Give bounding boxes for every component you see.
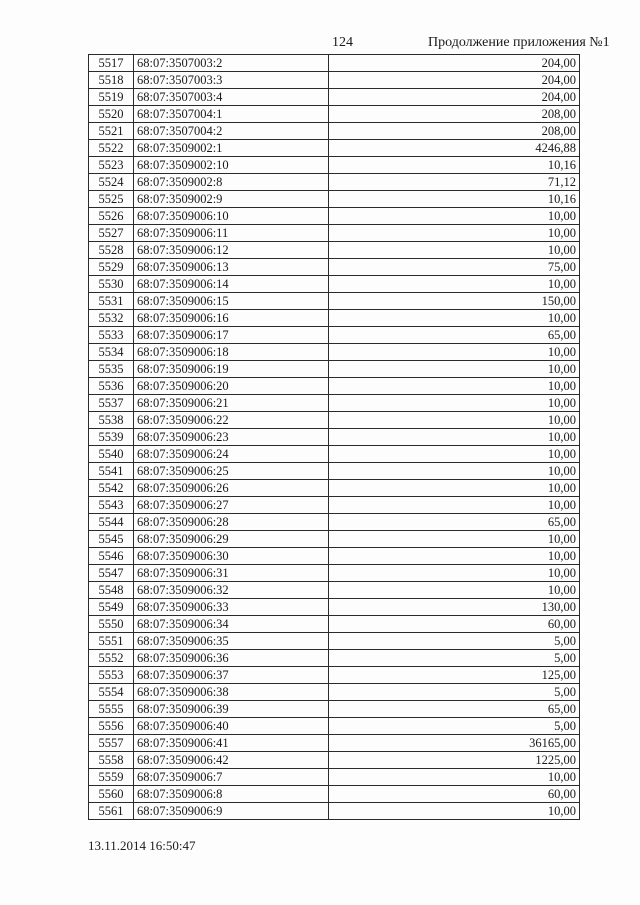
row-value: 125,00 [329, 667, 580, 684]
row-number: 5547 [89, 565, 134, 582]
row-value: 10,00 [329, 582, 580, 599]
cadastral-number: 68:07:3509002:10 [134, 157, 329, 174]
cadastral-number: 68:07:3507004:1 [134, 106, 329, 123]
registry-table [88, 54, 580, 820]
row-number: 5535 [89, 361, 134, 378]
footer-datetime: 13.11.2014 16:50:47 [88, 838, 196, 853]
row-number: 5517 [89, 55, 134, 72]
cadastral-number: 68:07:3509006:21 [134, 395, 329, 412]
cadastral-number: 68:07:3509006:12 [134, 242, 329, 259]
row-number: 5524 [89, 174, 134, 191]
row-number: 5548 [89, 582, 134, 599]
cadastral-number: 68:07:3509006:31 [134, 565, 329, 582]
row-number: 5523 [89, 157, 134, 174]
cadastral-number: 68:07:3509002:1 [134, 140, 329, 157]
row-value: 10,00 [329, 412, 580, 429]
table-row [89, 208, 580, 225]
table-row [89, 55, 580, 72]
table-row [89, 446, 580, 463]
table-row [89, 565, 580, 582]
row-value: 204,00 [329, 89, 580, 106]
cadastral-number: 68:07:3509006:39 [134, 701, 329, 718]
row-value: 130,00 [329, 599, 580, 616]
cadastral-number: 68:07:3507003:4 [134, 89, 329, 106]
row-value: 10,00 [329, 208, 580, 225]
row-value: 10,00 [329, 361, 580, 378]
row-number: 5532 [89, 310, 134, 327]
row-value: 10,00 [329, 276, 580, 293]
registry-table-body [89, 55, 580, 820]
row-number: 5525 [89, 191, 134, 208]
table-row [89, 769, 580, 786]
table-row [89, 361, 580, 378]
row-value: 10,00 [329, 803, 580, 820]
cadastral-number: 68:07:3509006:26 [134, 480, 329, 497]
table-row [89, 174, 580, 191]
row-number: 5557 [89, 735, 134, 752]
table-row [89, 752, 580, 769]
cadastral-number: 68:07:3509002:9 [134, 191, 329, 208]
table-row [89, 259, 580, 276]
table-row [89, 327, 580, 344]
row-number: 5555 [89, 701, 134, 718]
row-number: 5520 [89, 106, 134, 123]
table-row [89, 140, 580, 157]
table-row [89, 242, 580, 259]
table-row [89, 701, 580, 718]
row-number: 5519 [89, 89, 134, 106]
row-number: 5541 [89, 463, 134, 480]
cadastral-number: 68:07:3509006:36 [134, 650, 329, 667]
table-row [89, 684, 580, 701]
table-row [89, 225, 580, 242]
row-value: 71,12 [329, 174, 580, 191]
table-row [89, 276, 580, 293]
cadastral-number: 68:07:3509006:22 [134, 412, 329, 429]
cadastral-number: 68:07:3509006:37 [134, 667, 329, 684]
cadastral-number: 68:07:3509006:32 [134, 582, 329, 599]
row-value: 204,00 [329, 72, 580, 89]
cadastral-number: 68:07:3509006:24 [134, 446, 329, 463]
table-row [89, 310, 580, 327]
row-number: 5545 [89, 531, 134, 548]
cadastral-number: 68:07:3509006:20 [134, 378, 329, 395]
row-value: 10,00 [329, 310, 580, 327]
row-value: 10,00 [329, 429, 580, 446]
row-value: 10,16 [329, 191, 580, 208]
row-number: 5546 [89, 548, 134, 565]
table-row [89, 803, 580, 820]
table-row [89, 786, 580, 803]
page-number: 124 [332, 35, 353, 50]
row-value: 10,00 [329, 531, 580, 548]
table-row [89, 650, 580, 667]
row-value: 4246,88 [329, 140, 580, 157]
row-value: 5,00 [329, 684, 580, 701]
cadastral-number: 68:07:3509006:16 [134, 310, 329, 327]
row-value: 10,00 [329, 225, 580, 242]
cadastral-number: 68:07:3509006:42 [134, 752, 329, 769]
table-row [89, 191, 580, 208]
cadastral-number: 68:07:3509006:28 [134, 514, 329, 531]
cadastral-number: 68:07:3509006:34 [134, 616, 329, 633]
row-number: 5540 [89, 446, 134, 463]
cadastral-number: 68:07:3509006:8 [134, 786, 329, 803]
table-row [89, 599, 580, 616]
row-value: 5,00 [329, 633, 580, 650]
row-value: 208,00 [329, 123, 580, 140]
row-value: 60,00 [329, 616, 580, 633]
row-number: 5534 [89, 344, 134, 361]
table-row [89, 378, 580, 395]
table-row [89, 480, 580, 497]
row-number: 5530 [89, 276, 134, 293]
table-row [89, 548, 580, 565]
cadastral-number: 68:07:3509006:18 [134, 344, 329, 361]
row-value: 10,00 [329, 565, 580, 582]
table-row [89, 72, 580, 89]
cadastral-number: 68:07:3507003:2 [134, 55, 329, 72]
table-row [89, 412, 580, 429]
cadastral-number: 68:07:3509006:33 [134, 599, 329, 616]
cadastral-number: 68:07:3509006:35 [134, 633, 329, 650]
cadastral-number: 68:07:3509006:25 [134, 463, 329, 480]
table-row [89, 395, 580, 412]
row-value: 1225,00 [329, 752, 580, 769]
cadastral-number: 68:07:3509006:27 [134, 497, 329, 514]
cadastral-number: 68:07:3509006:30 [134, 548, 329, 565]
table-row [89, 718, 580, 735]
row-value: 65,00 [329, 514, 580, 531]
row-number: 5521 [89, 123, 134, 140]
row-value: 10,00 [329, 378, 580, 395]
cadastral-number: 68:07:3509006:10 [134, 208, 329, 225]
table-row [89, 157, 580, 174]
table-row [89, 667, 580, 684]
row-value: 36165,00 [329, 735, 580, 752]
row-value: 60,00 [329, 786, 580, 803]
table-row [89, 531, 580, 548]
cadastral-number: 68:07:3509006:17 [134, 327, 329, 344]
row-number: 5558 [89, 752, 134, 769]
cadastral-number: 68:07:3507004:2 [134, 123, 329, 140]
row-value: 208,00 [329, 106, 580, 123]
row-number: 5528 [89, 242, 134, 259]
table-row [89, 582, 580, 599]
cadastral-number: 68:07:3509006:11 [134, 225, 329, 242]
cadastral-number: 68:07:3509006:40 [134, 718, 329, 735]
row-number: 5553 [89, 667, 134, 684]
row-value: 10,00 [329, 769, 580, 786]
row-number: 5559 [89, 769, 134, 786]
row-number: 5542 [89, 480, 134, 497]
row-value: 10,00 [329, 446, 580, 463]
row-number: 5556 [89, 718, 134, 735]
row-value: 65,00 [329, 327, 580, 344]
row-number: 5536 [89, 378, 134, 395]
row-value: 204,00 [329, 55, 580, 72]
cadastral-number: 68:07:3507003:3 [134, 72, 329, 89]
row-value: 5,00 [329, 650, 580, 667]
table-row [89, 344, 580, 361]
row-value: 10,00 [329, 395, 580, 412]
cadastral-number: 68:07:3509006:19 [134, 361, 329, 378]
table-row [89, 514, 580, 531]
row-number: 5538 [89, 412, 134, 429]
cadastral-number: 68:07:3509002:8 [134, 174, 329, 191]
row-value: 75,00 [329, 259, 580, 276]
table-row [89, 293, 580, 310]
row-number: 5526 [89, 208, 134, 225]
row-number: 5554 [89, 684, 134, 701]
row-value: 10,00 [329, 463, 580, 480]
cadastral-number: 68:07:3509006:14 [134, 276, 329, 293]
table-row [89, 735, 580, 752]
row-number: 5550 [89, 616, 134, 633]
row-number: 5551 [89, 633, 134, 650]
row-number: 5529 [89, 259, 134, 276]
row-number: 5543 [89, 497, 134, 514]
row-number: 5539 [89, 429, 134, 446]
row-value: 10,00 [329, 497, 580, 514]
row-number: 5561 [89, 803, 134, 820]
row-value: 10,16 [329, 157, 580, 174]
row-value: 10,00 [329, 242, 580, 259]
row-number: 5522 [89, 140, 134, 157]
row-number: 5537 [89, 395, 134, 412]
cadastral-number: 68:07:3509006:7 [134, 769, 329, 786]
row-number: 5549 [89, 599, 134, 616]
row-number: 5518 [89, 72, 134, 89]
row-value: 5,00 [329, 718, 580, 735]
row-value: 150,00 [329, 293, 580, 310]
cadastral-number: 68:07:3509006:13 [134, 259, 329, 276]
row-number: 5552 [89, 650, 134, 667]
table-row [89, 633, 580, 650]
table-row [89, 429, 580, 446]
row-value: 10,00 [329, 344, 580, 361]
table-row [89, 497, 580, 514]
row-value: 10,00 [329, 548, 580, 565]
cadastral-number: 68:07:3509006:38 [134, 684, 329, 701]
row-number: 5527 [89, 225, 134, 242]
cadastral-number: 68:07:3509006:23 [134, 429, 329, 446]
cadastral-number: 68:07:3509006:15 [134, 293, 329, 310]
row-value: 10,00 [329, 480, 580, 497]
cadastral-number: 68:07:3509006:9 [134, 803, 329, 820]
cadastral-number: 68:07:3509006:29 [134, 531, 329, 548]
appendix-continuation-note: Продолжение приложения №1 [428, 35, 610, 50]
row-number: 5533 [89, 327, 134, 344]
row-value: 65,00 [329, 701, 580, 718]
table-row [89, 463, 580, 480]
table-row [89, 106, 580, 123]
table-row [89, 123, 580, 140]
table-row [89, 616, 580, 633]
row-number: 5544 [89, 514, 134, 531]
cadastral-number: 68:07:3509006:41 [134, 735, 329, 752]
row-number: 5560 [89, 786, 134, 803]
row-number: 5531 [89, 293, 134, 310]
table-row [89, 89, 580, 106]
